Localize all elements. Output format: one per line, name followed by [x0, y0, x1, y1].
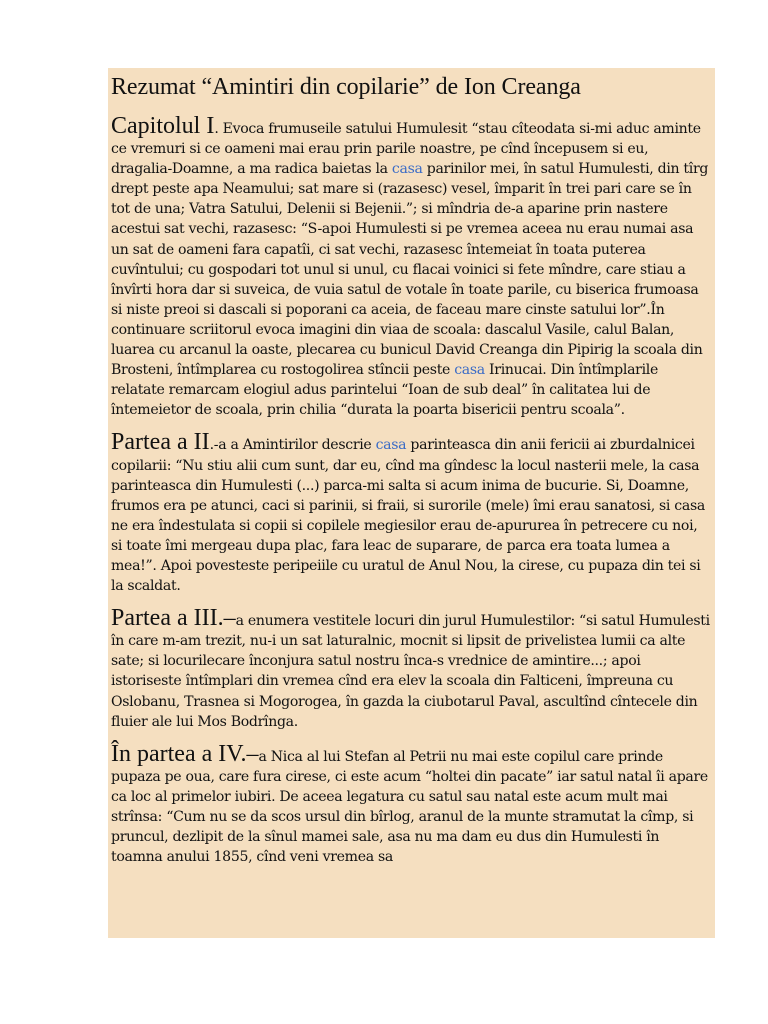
section-part-4	[111, 740, 711, 868]
section-heading: Partea a II	[111, 429, 210, 456]
section-chapter-1	[111, 113, 711, 420]
section-text: a Nica al lui Stefan al Petrii nu mai este copilul care prinde pupaza pe oua, care fura cirese, ci este acum “holtei din pacate” iar satul natal îi apare ca loc al primelor iubiri. De aceea legatura cu satul sau natal este acum mult mai strînsa: “Cum nu se da scos ursul din bîrlog, aranul de la munte stramutat la cîmp, si pruncul, dezlipit de la sînul mamei sale, asa nu ma dam eu dus din Humulesti în toamna anului 1855, cînd veni vremea sa	[111, 748, 708, 866]
section-text: Irinucai. Din întîmplarile relatate remarcam elogiul adus parintelui “Ioan de sub deal” în calitatea lui de întemeietor de scoala, prin chilia “durata la poarta bisericii pentru scoala”.	[111, 362, 658, 419]
document-page	[108, 68, 715, 938]
section-part-3	[111, 605, 711, 732]
section-heading: Capitolul I	[111, 113, 215, 139]
section-text: parinilor mei, în satul Humulesti, din tîrg drept peste apa Neamului; sat mare si (razasesc) vesel, împarit în trei pari care se în tot de una; Vatra Satului, Delenii si Bejenii.”; si mîndria de-a aparine prin nastere acestui sat vechi, razasesc: “S-apoi Humulesti si pe vremea aceea nu erau numai asa un sat de oameni fara capatîi, ci sat vechi, razasesc întemeiat în toata puterea cuvîntului; cu gospodari tot unul si unul, cu flacai voinici si fete mîndre, care stiau a învîrti hora dar si suveica, de vuia satul de votale în toate parile, cu biserica frumoasa si niste preoi si dascali si poporani ca aceia, de faceau mare cinste satului lor”.În continuare scriitorul evoca imagini din viaa de scoala: dascalul Vasile, calul Balan, luarea cu arcanul la oaste, plecarea cu bunicul David Creanga din Pipirig la scoala din Brosteni, întîmplarea cu rostogolirea stîncii peste	[111, 161, 709, 379]
section-text: parinteasca din anii fericii ai zburdalnicei copilarii: “Nu stiu alii cum sunt, dar eu, cînd ma gîndesc la locul nasterii mele, la casa parinteasca din Humulesti (...) parca-mi salta si acum inima de bucurie. Si, Doamne, frumos era pe atunci, caci si parinii, si fraii, si surorile (mele) îmi erau sanatosi, si casa ne era îndestulata si copii si copilele megiesilor erau de-apururea în petrecere cu noi, si toate îmi mergeau dupa plac, fara leac de suparare, de parca era toata lumea a mea!”. Apoi povesteste peripeiile cu uratul de Anul Nou, la cirese, cu pupaza din tei si la scaldat.	[111, 437, 705, 595]
casa-link[interactable]: casa	[391, 161, 423, 178]
section-text: a enumera vestitele locuri din jurul Humulestilor: “si satul Humulesti în care m-am trezit, nu-i un sat laturalnic, mocnit si lipsit de privelistea lumii ca alte sate; si locurilecare înconjura satul nostru înca-s vrednice de amintire...; apoi istoriseste întîmplari din vremea cînd era elev la scoala din Falticeni, împreuna cu Oslobanu, Trasnea si Mogorogea, în gazda la ciubotarul Paval, ascultînd cîntecele din fluier ale lui Mos Bodrînga.	[111, 613, 710, 730]
section-heading: În partea a IV.–	[111, 740, 259, 767]
casa-link[interactable]: casa	[454, 362, 485, 379]
document-title: Rezumat “Amintiri din copilarie” de Ion Creanga	[111, 74, 581, 100]
section-heading: Partea a III.–	[111, 605, 236, 632]
casa-link[interactable]: casa	[375, 437, 407, 454]
section-text: .-a a Amintirilor descrie	[209, 437, 376, 454]
section-part-2	[111, 429, 711, 596]
section-text: . Evoca frumuseile satului Humulesit “stau cîteodata si-mi aduc aminte ce vremuri si ce oameni mai erau prin parile noastre, pe cînd începusem si eu, dragalia-Doamne, a ma radica baietas la	[111, 121, 701, 178]
